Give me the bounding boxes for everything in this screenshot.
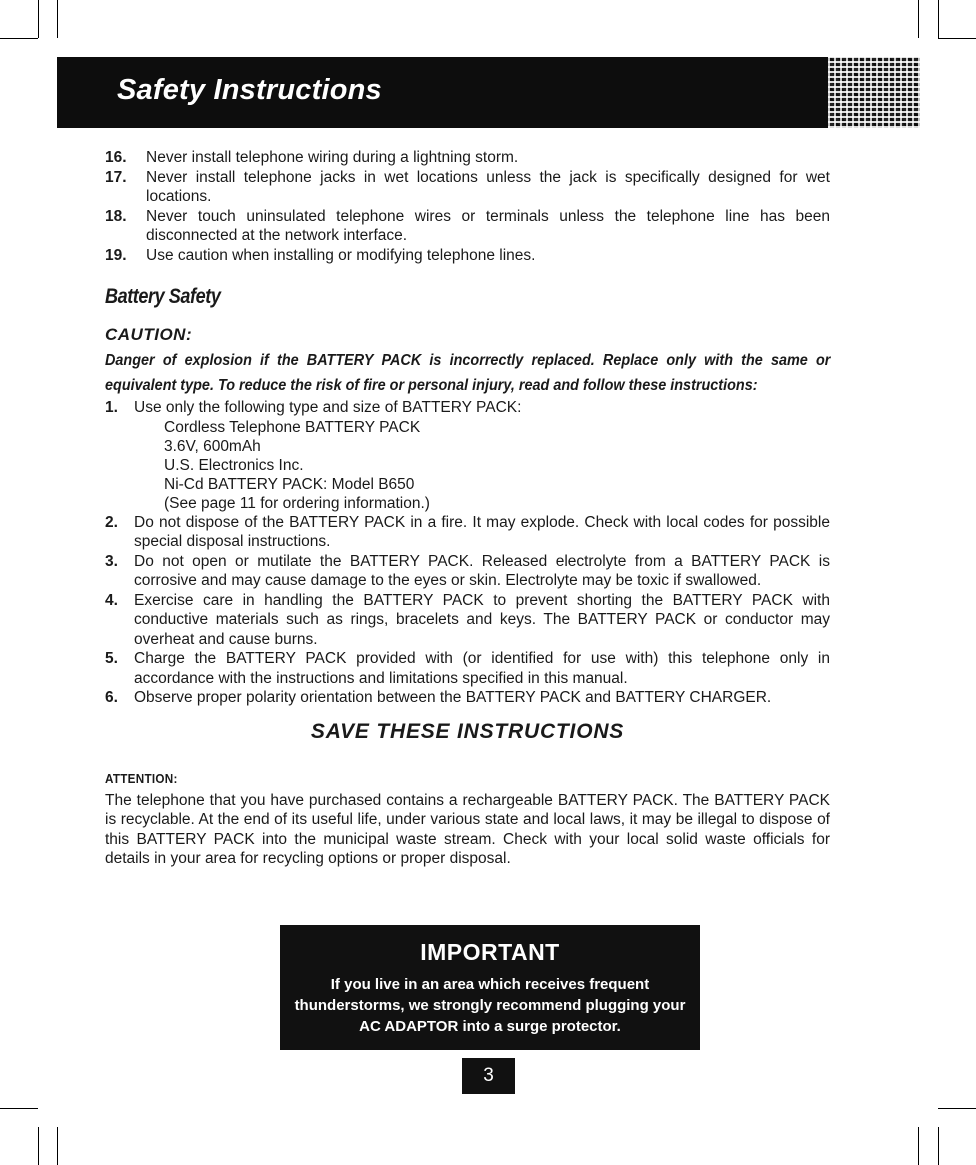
item-text: Charge the BATTERY PACK provided with (or identified for use with) this telephone only in accordance with the instructions and limitations specified in this manual. [134, 650, 830, 687]
item-text: Observe proper polarity orientation between the BATTERY PACK and BATTERY CHARGER. [134, 689, 772, 706]
crop-mark [918, 1127, 919, 1165]
spec-line: 3.6V, 600mAh [164, 437, 261, 455]
item-number: 6. [105, 689, 118, 706]
crop-mark [938, 38, 976, 39]
list-item [105, 649, 830, 688]
item-text: Never install telephone jacks in wet locations unless the jack is specifically designed for wet locations. [146, 168, 830, 205]
item-number: 2. [105, 513, 118, 531]
important-text: If you live in an area which receives frequent thunderstorms, we strongly recommend plugging your AC ADAPTOR into a surge protector. [294, 976, 686, 1035]
wiring-list [105, 148, 830, 265]
list-item [105, 148, 830, 168]
list-item [105, 688, 830, 708]
item-text: Do not open or mutilate the BATTERY PACK. Released electrolyte from a BATTERY PACK is corrosive and may cause damage to the eyes or skin. Electrolyte may be toxic if swallowed. [134, 552, 830, 589]
attention-heading: ATTENTION: [105, 771, 178, 786]
item-number: 1. [105, 399, 118, 416]
page-title: Safety Instructions [117, 74, 382, 106]
crop-mark [57, 1127, 58, 1165]
item-number: 18. [105, 207, 127, 225]
spec-line: U.S. Electronics Inc. [164, 456, 304, 474]
item-number: 16. [105, 149, 127, 166]
crop-mark [38, 1127, 39, 1165]
item-number: 19. [105, 246, 127, 264]
save-instructions-heading: SAVE THESE INSTRUCTIONS [310, 719, 625, 743]
crop-mark [38, 0, 39, 38]
main-content [105, 148, 830, 869]
crop-mark [0, 38, 38, 39]
list-item [105, 398, 830, 513]
crop-mark [0, 1108, 38, 1109]
list-item [105, 552, 830, 591]
battery-spec [105, 418, 830, 513]
crop-mark [938, 1127, 939, 1165]
printer-registration-pattern [828, 57, 920, 128]
list-item [105, 168, 830, 207]
crop-mark [918, 0, 919, 38]
item-number: 3. [105, 552, 118, 570]
spec-line: Ni-Cd BATTERY PACK: Model B650 [164, 475, 415, 493]
important-notice [280, 925, 700, 1050]
list-item [105, 513, 830, 552]
important-title: IMPORTANT [420, 939, 560, 965]
spec-line: (See page 11 for ordering information.) [164, 494, 430, 512]
list-item [105, 207, 830, 246]
page-number: 3 [462, 1058, 515, 1094]
header-bar [57, 57, 920, 128]
crop-mark [938, 1108, 976, 1109]
crop-mark [57, 0, 58, 38]
item-text: Do not dispose of the BATTERY PACK in a fire. It may explode. Check with local codes for possible special disposal instructions. [134, 513, 830, 550]
battery-list [105, 398, 830, 708]
caution-heading: CAUTION: [105, 324, 193, 344]
list-item [105, 246, 830, 266]
attention-text: The telephone that you have purchased contains a rechargeable BATTERY PACK. The BATTERY PACK is recyclable. At the end of its useful life, under various state and local laws, it may be illegal to dispose of this BATTERY PACK into the municipal waste stream. Check with your local solid waste officials for details in your area for recycling options or proper disposal. [105, 791, 830, 867]
list-item [105, 591, 830, 650]
crop-mark [938, 0, 939, 38]
item-text: Never install telephone wiring during a lightning storm. [146, 149, 519, 166]
item-text: Use only the following type and size of BATTERY PACK: [134, 399, 522, 416]
item-text: Never touch uninsulated telephone wires or terminals unless the telephone line has been disconnected at the network interface. [146, 207, 830, 244]
item-text: Exercise care in handling the BATTERY PACK to prevent shorting the BATTERY PACK with conductive materials such as rings, bracelets and keys. The BATTERY PACK or conductor may overheat and cause burns. [134, 591, 830, 648]
spec-line: Cordless Telephone BATTERY PACK [164, 418, 421, 436]
item-number: 5. [105, 650, 118, 667]
caution-text: Danger of explosion if the BATTERY PACK is incorrectly replaced. Replace only with the same or equivalent type. To reduce the risk of fire or personal injury, read and follow these instructions: [105, 352, 831, 394]
item-number: 17. [105, 168, 127, 186]
item-text: Use caution when installing or modifying telephone lines. [146, 246, 536, 264]
item-number: 4. [105, 591, 118, 609]
battery-safety-heading: Battery Safety [105, 285, 221, 308]
